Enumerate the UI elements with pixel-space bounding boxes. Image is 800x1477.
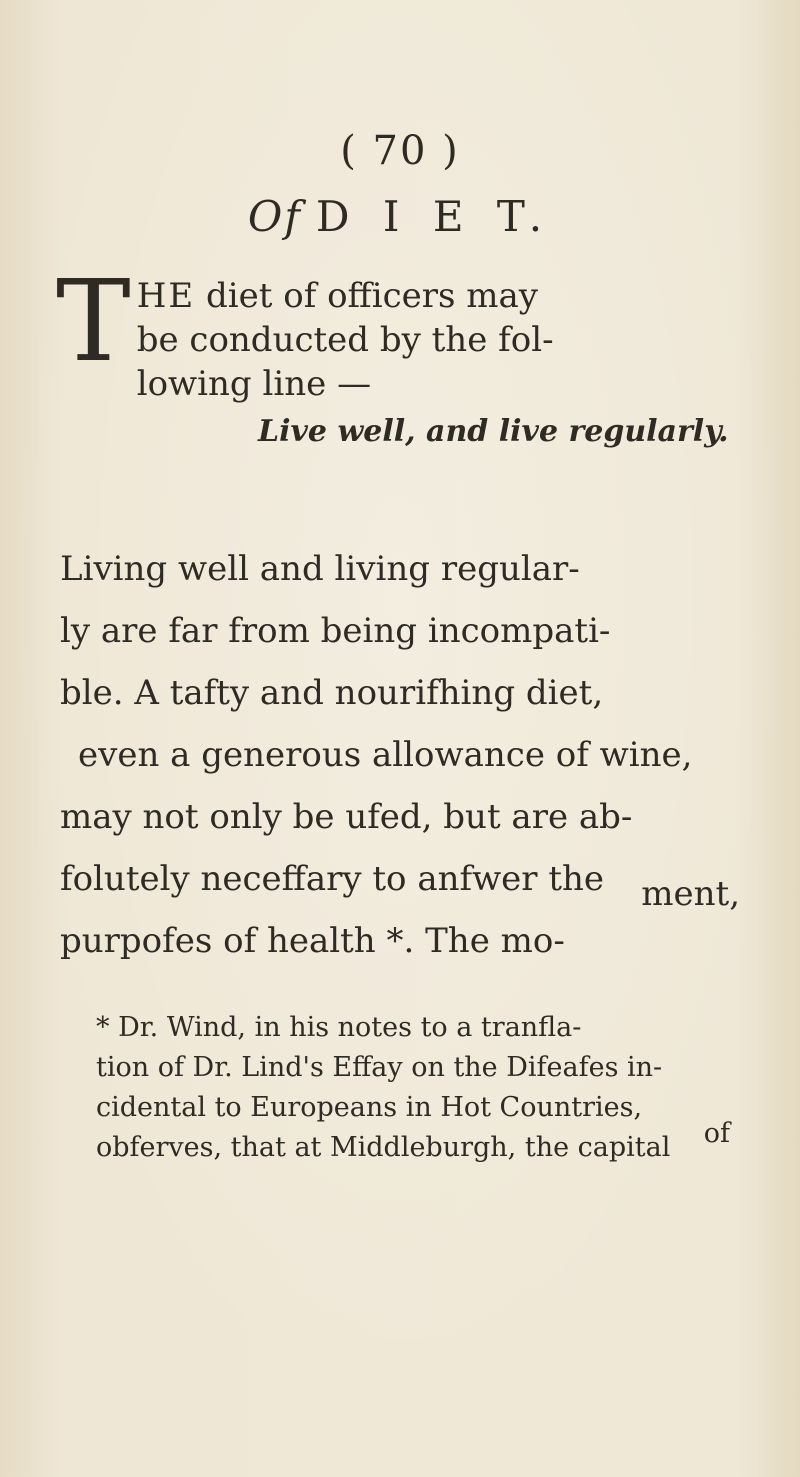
heading-title: D I E T.: [315, 192, 553, 241]
footnote-line: cidental to Europeans in Hot Countries,: [96, 1092, 643, 1123]
heading-of: Of: [247, 192, 302, 241]
opening-line-1: diet of officers may: [206, 276, 538, 316]
opening-line-2: be conducted by the fol-: [136, 320, 554, 360]
opening-first-word: HE: [136, 276, 196, 316]
body-line: even a generous allowance of wine,: [78, 735, 693, 775]
body-line: ble. A tafty and nourifhing diet,: [60, 673, 604, 713]
footnote-line: tion of Dr. Lind's Effay on the Difeafes in-: [96, 1052, 663, 1083]
catchword: ment,: [641, 874, 740, 914]
body-line: may not only be ufed, but are ab-: [60, 797, 633, 837]
opening-line-3: lowing line —: [136, 364, 372, 404]
body-line: purpofes of health *. The mo-: [60, 921, 565, 961]
footnote-line: * Dr. Wind, in his notes to a tranfla-: [96, 1012, 582, 1043]
drop-cap: T: [56, 257, 131, 387]
body-line: folutely neceffary to anfwer the: [60, 859, 605, 899]
motto: Live well, and live regularly.: [258, 414, 729, 449]
opening-paragraph: [56, 257, 760, 406]
footnote-catchword: of: [703, 1118, 730, 1149]
section-heading: [0, 192, 800, 241]
body-line: ly are far from being incompati-: [60, 611, 611, 651]
body-line: Living well and living regular-: [60, 549, 580, 589]
page-number: ( 70 ): [340, 128, 460, 174]
footnote-line: obferves, that at Middleburgh, the capital: [96, 1132, 671, 1163]
